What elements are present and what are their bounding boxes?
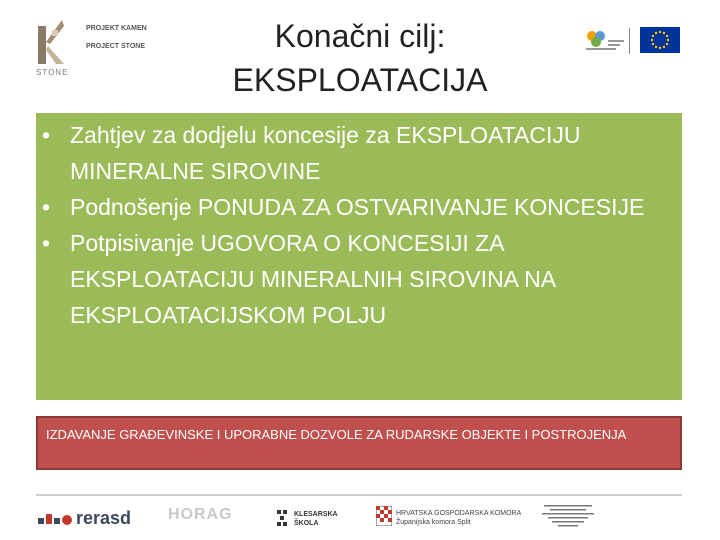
klesarska-line-2: ŠKOLA [294,520,319,527]
bullet-item [36,117,676,189]
title-line-1: Konačni cilj: [274,18,446,54]
ministry-logo [536,504,600,532]
project-stone-logo [30,18,160,80]
stone-k-icon [38,20,64,64]
bullet-dot: • [42,194,51,220]
rerasd-logo [38,504,138,532]
bullet-dot: • [42,230,51,256]
klesarska-name [294,510,338,528]
eu-flag-icon [640,27,680,53]
hgk-line-2: Županijska komora Split [396,519,471,526]
partner-logo-icon [582,28,626,52]
bullet-text: Potpisivanje UGOVORA O KONCESIJI ZA EKSPLOATACIJU MINERALNIH SIROVINA NA EKSPLOATACIJSKOM POLJU [70,230,555,328]
klesarska-skola-logo [276,504,346,532]
horag-logo [168,504,246,532]
klesarska-line-1: KLESARSKA [294,511,338,518]
bullet-dot: • [42,122,51,148]
hgk-name [396,509,521,527]
croatian-shield-icon [376,506,392,526]
horag-name: HORAG [168,506,233,523]
permit-box [36,416,682,470]
rerasd-name: rerasd [76,508,132,528]
partner-logos [578,24,684,58]
permit-text: IZDAVANJE GRAĐEVINSKE I UPORABNE DOZVOLE ZA RUDARSKE OBJEKTE I POSTROJENJA [46,427,627,442]
hgk-line-1: HRVATSKA GOSPODARSKA KOMORA [396,510,522,517]
klesarska-icon [276,508,290,528]
bullet-list [36,117,676,333]
logo-caption: STONE [36,68,69,77]
footer-divider [36,494,682,496]
logo-text [86,24,158,60]
bullet-item [36,225,676,333]
logo-line-1-sub [86,33,158,42]
title-line-2: EKSPLOATACIJA [232,62,488,98]
ministry-text-icon [536,504,600,528]
hgk-logo [376,504,522,532]
page-title [200,14,520,102]
rerasd-icon [38,512,72,526]
logo-line-2-sub [86,51,158,60]
logo-line-1: PROJEKT KAMEN [86,25,147,32]
bullet-text: Podnošenje PONUDA ZA OSTVARIVANJE KONCESIJE [70,194,645,220]
bullet-text: Zahtjev za dodjelu koncesije za EKSPLOATACIJU MINERALNE SIROVINE [70,122,581,184]
bullet-item [36,189,676,225]
logo-separator [629,28,630,54]
logo-line-2: PROJECT STONE [86,43,145,50]
